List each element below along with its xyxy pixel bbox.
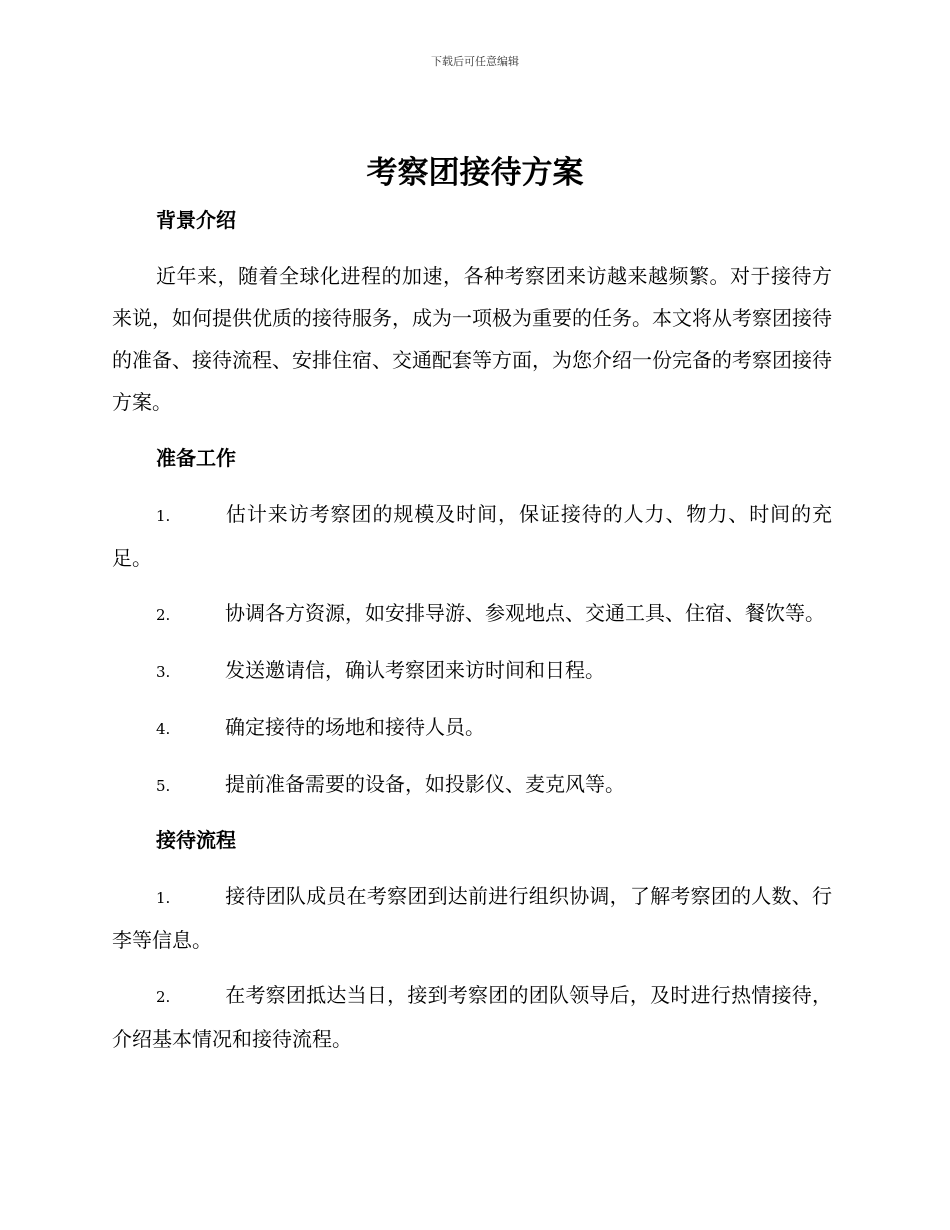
list-text: 发送邀请信，确认考察团来访时间和日程。 xyxy=(225,658,605,682)
list-item xyxy=(112,649,832,693)
list-number: 2. xyxy=(156,988,171,1006)
preparation-list xyxy=(112,493,832,807)
list-item xyxy=(112,974,832,1060)
list-item xyxy=(112,493,832,579)
list-text: 在考察团抵达当日，接到考察团的团队领导后，及时进行热情接待，介绍基本情况和接待流程。 xyxy=(112,983,832,1051)
list-number: 2. xyxy=(156,606,171,624)
section-heading-process: 接待流程 xyxy=(156,828,236,852)
list-text: 协调各方资源，如安排导游、参观地点、交通工具、住宿、餐饮等。 xyxy=(225,601,825,625)
list-number: 5. xyxy=(156,777,171,795)
list-number: 4. xyxy=(156,720,171,738)
list-number: 3. xyxy=(156,663,171,681)
list-text: 接待团队成员在考察团到达前进行组织协调，了解考察团的人数、行李等信息。 xyxy=(112,884,832,952)
process-list xyxy=(112,875,832,1060)
list-item xyxy=(112,875,832,961)
background-paragraph: 近年来，随着全球化进程的加速，各种考察团来访越来越频繁。对于接待方来说，如何提供优质的接待服务，成为一项极为重要的任务。本文将从考察团接待的准备、接待流程、安排住宿、交通配套等方面，为您介绍一份完备的考察团接待方案。 xyxy=(112,264,832,414)
list-text: 估计来访考察团的规模及时间，保证接待的人力、物力、时间的充足。 xyxy=(112,502,832,570)
list-item xyxy=(112,706,832,750)
document-title: 考察团接待方案 xyxy=(366,155,584,191)
list-text: 提前准备需要的设备，如投影仪、麦克风等。 xyxy=(225,772,625,796)
section-heading-preparation: 准备工作 xyxy=(156,446,236,470)
list-item xyxy=(112,763,832,807)
list-number: 1. xyxy=(156,507,171,525)
header-note: 下载后可任意编辑 xyxy=(431,55,519,68)
list-item xyxy=(112,592,832,636)
document-body xyxy=(112,200,832,1073)
section-heading-background: 背景介绍 xyxy=(156,208,236,232)
list-number: 1. xyxy=(156,889,171,907)
list-text: 确定接待的场地和接待人员。 xyxy=(225,715,485,739)
